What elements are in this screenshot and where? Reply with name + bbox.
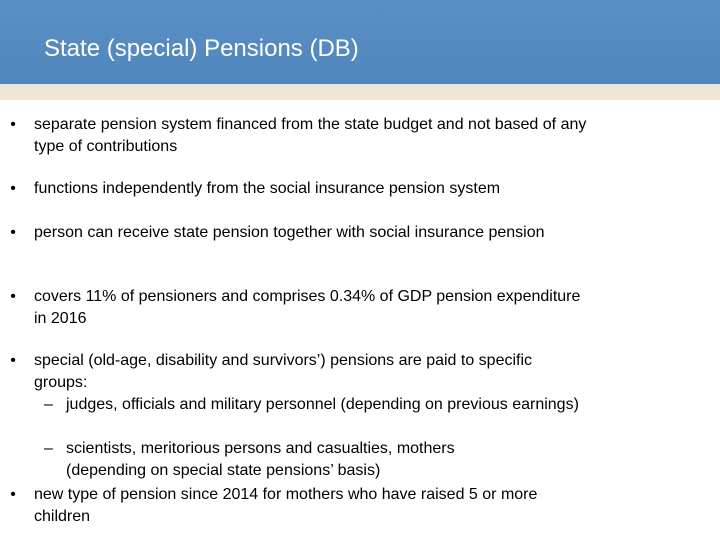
dash-icon: –: [44, 396, 53, 413]
bullet-text: special (old-age, disability and survivors’) pensions are paid to specific groups:: [34, 352, 533, 391]
dash-icon: –: [44, 440, 53, 457]
bullet-icon: •: [10, 486, 16, 503]
bullet-icon: •: [10, 288, 16, 305]
slide-title: State (special) Pensions (DB): [44, 35, 359, 62]
bullet-text: new type of pension since 2014 for mothers who have raised 5 or more children: [34, 486, 538, 525]
header-divider-strip: [0, 84, 720, 100]
bullet-list: [0, 100, 720, 540]
sub-bullet-text: judges, officials and military personnel (depending on previous earnings): [66, 396, 579, 413]
bullet-text: separate pension system financed from the state budget and not based of any type of contributions: [34, 116, 587, 155]
bullet-icon: •: [10, 180, 16, 197]
bullet-text: covers 11% of pensioners and comprises 0.34% of GDP pension expenditure in 2016: [34, 288, 581, 327]
bullet-text: person can receive state pension together with social insurance pension: [34, 224, 545, 241]
bullet-text: functions independently from the social insurance pension system: [34, 180, 501, 197]
bullet-icon: •: [10, 116, 16, 133]
sub-list-item: [44, 438, 604, 479]
slide-header: [0, 0, 720, 84]
bullet-icon: •: [10, 352, 16, 369]
sub-list-item: [44, 394, 604, 416]
bullet-icon: •: [10, 224, 16, 241]
sub-bullet-text: scientists, meritorious persons and casualties, mothers (depending on special state pensions’ basis): [66, 440, 455, 479]
